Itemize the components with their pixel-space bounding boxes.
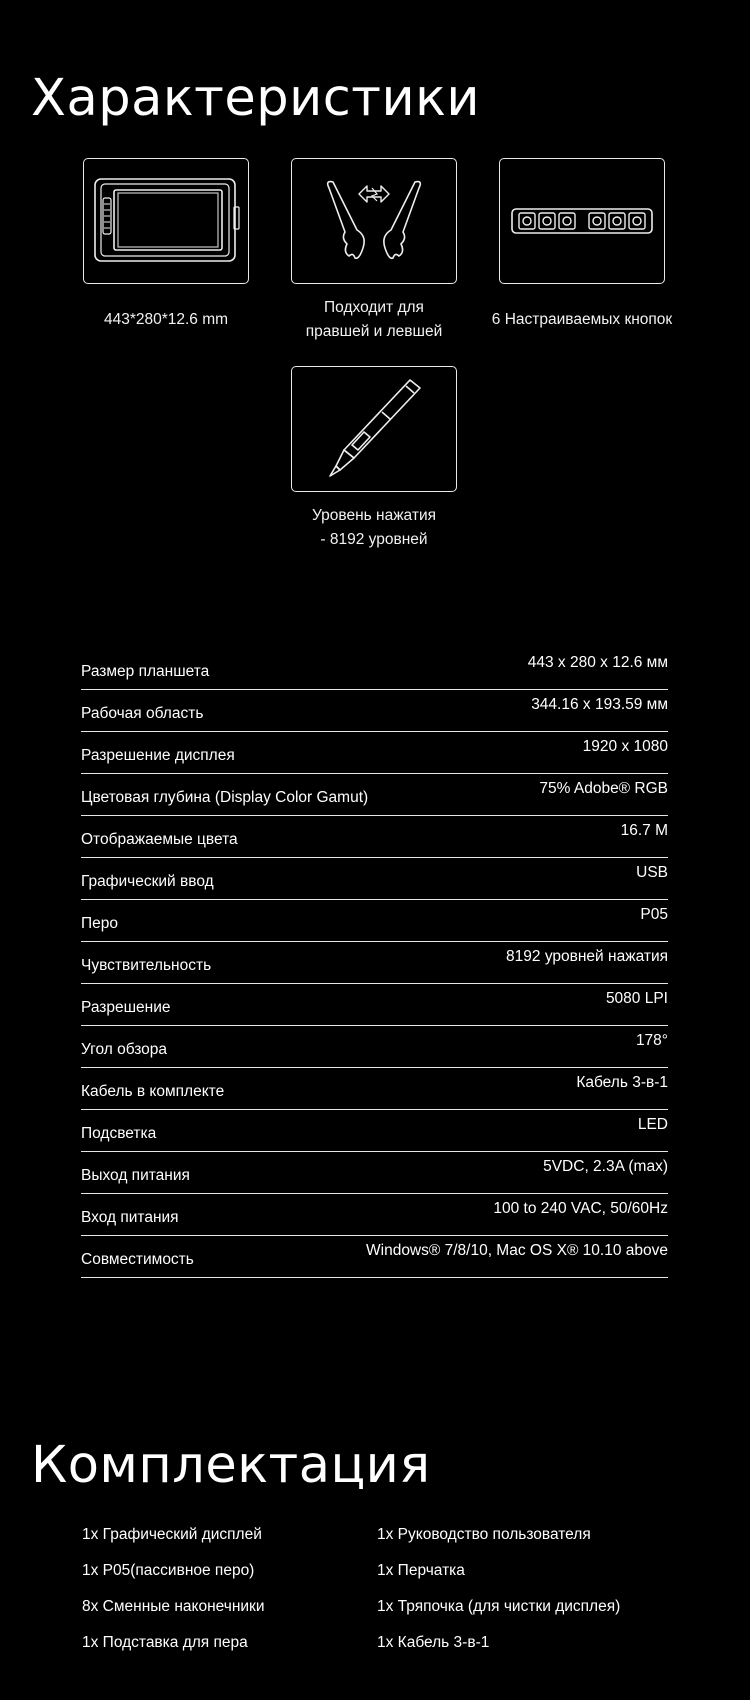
- spec-value: 5VDC, 2.3A (max): [543, 1158, 668, 1175]
- feature-icon-box: [499, 158, 665, 284]
- spec-value: LED: [637, 1116, 668, 1133]
- spec-row: [81, 774, 668, 816]
- spec-label: Угол обзора: [81, 1041, 168, 1058]
- feature-caption: 6 Настраиваемых кнопок: [491, 311, 673, 328]
- spec-value: 178°: [635, 1032, 668, 1049]
- feature-buttons: [472, 158, 692, 332]
- spec-label: Размер планшета: [81, 663, 210, 680]
- spec-label: Кабель в комплекте: [81, 1083, 225, 1100]
- kit-item: 1x Перчатка: [377, 1562, 465, 1579]
- spec-row: [81, 1194, 668, 1236]
- kit-item: 1x Руководство пользователя: [377, 1526, 591, 1543]
- kit-item: 1x Графический дисплей: [82, 1526, 262, 1543]
- spec-label: Графический ввод: [81, 873, 214, 890]
- spec-value: 75% Adobe® RGB: [539, 780, 668, 797]
- hands-icon: [319, 176, 429, 266]
- spec-row: [81, 648, 668, 690]
- spec-value: 443 x 280 x 12.6 мм: [527, 654, 668, 671]
- spec-label: Перо: [81, 915, 119, 932]
- kit-item: 1x Тряпочка (для чистки дисплея): [377, 1598, 621, 1615]
- feature-icon-box: [291, 158, 457, 284]
- spec-value: P05: [640, 906, 668, 923]
- feature-icon-box: [291, 366, 457, 492]
- feature-caption: Уровень нажатия - 8192 уровней: [312, 507, 436, 548]
- spec-value: 8192 уровней нажатия: [506, 948, 668, 965]
- pen-icon: [314, 374, 434, 484]
- spec-row: [81, 858, 668, 900]
- feature-pressure: [264, 366, 484, 552]
- buttons-icon: [507, 201, 657, 241]
- spec-value: 344.16 x 193.59 мм: [531, 696, 668, 713]
- spec-row: [81, 1110, 668, 1152]
- feature-hands: [264, 158, 484, 344]
- kit-list-left: [82, 1524, 265, 1668]
- spec-row: [81, 816, 668, 858]
- spec-label: Рабочая область: [81, 705, 204, 722]
- spec-label: Разрешение дисплея: [81, 747, 235, 764]
- spec-row: [81, 1026, 668, 1068]
- spec-value: 5080 LPI: [605, 990, 668, 1007]
- feature-icon-box: [83, 158, 249, 284]
- spec-value: 16.7 M: [620, 822, 668, 839]
- kit-item: 1x Кабель 3-в-1: [377, 1634, 490, 1651]
- spec-row: [81, 942, 668, 984]
- spec-row: [81, 1152, 668, 1194]
- spec-value: 1920 x 1080: [582, 738, 668, 755]
- spec-label: Выход питания: [81, 1167, 190, 1184]
- specs-section-title: Характеристики: [31, 69, 481, 128]
- spec-value: USB: [636, 864, 668, 881]
- spec-row: [81, 732, 668, 774]
- feature-caption: Подходит для правшей и левшей: [305, 299, 443, 340]
- spec-row: [81, 900, 668, 942]
- spec-label: Цветовая глубина (Display Color Gamut): [81, 789, 369, 806]
- spec-value: 100 to 240 VAC, 50/60Hz: [493, 1200, 668, 1217]
- spec-row: [81, 984, 668, 1026]
- spec-label: Отображаемые цвета: [81, 831, 238, 848]
- spec-value: Кабель 3-в-1: [576, 1074, 668, 1091]
- tablet-icon: [91, 173, 241, 269]
- spec-label: Чувствительность: [81, 957, 212, 974]
- feature-caption: 443*280*12.6 mm: [103, 311, 229, 328]
- kit-section-title: Комплектация: [31, 1436, 431, 1495]
- spec-label: Разрешение: [81, 999, 171, 1016]
- spec-label: Вход питания: [81, 1209, 179, 1226]
- spec-row: [81, 690, 668, 732]
- spec-row: [81, 1068, 668, 1110]
- spec-value: Windows® 7/8/10, Mac OS X® 10.10 above: [366, 1242, 668, 1259]
- kit-item: 1x P05(пассивное перо): [82, 1562, 255, 1579]
- kit-item: 8x Сменные наконечники: [82, 1598, 265, 1615]
- kit-item: 1x Подставка для пера: [82, 1634, 248, 1651]
- spec-label: Совместимость: [81, 1251, 194, 1268]
- spec-table: [81, 648, 668, 1278]
- spec-label: Подсветка: [81, 1125, 157, 1142]
- spec-row: [81, 1236, 668, 1278]
- kit-list-right: [377, 1524, 620, 1668]
- feature-size: [56, 158, 276, 332]
